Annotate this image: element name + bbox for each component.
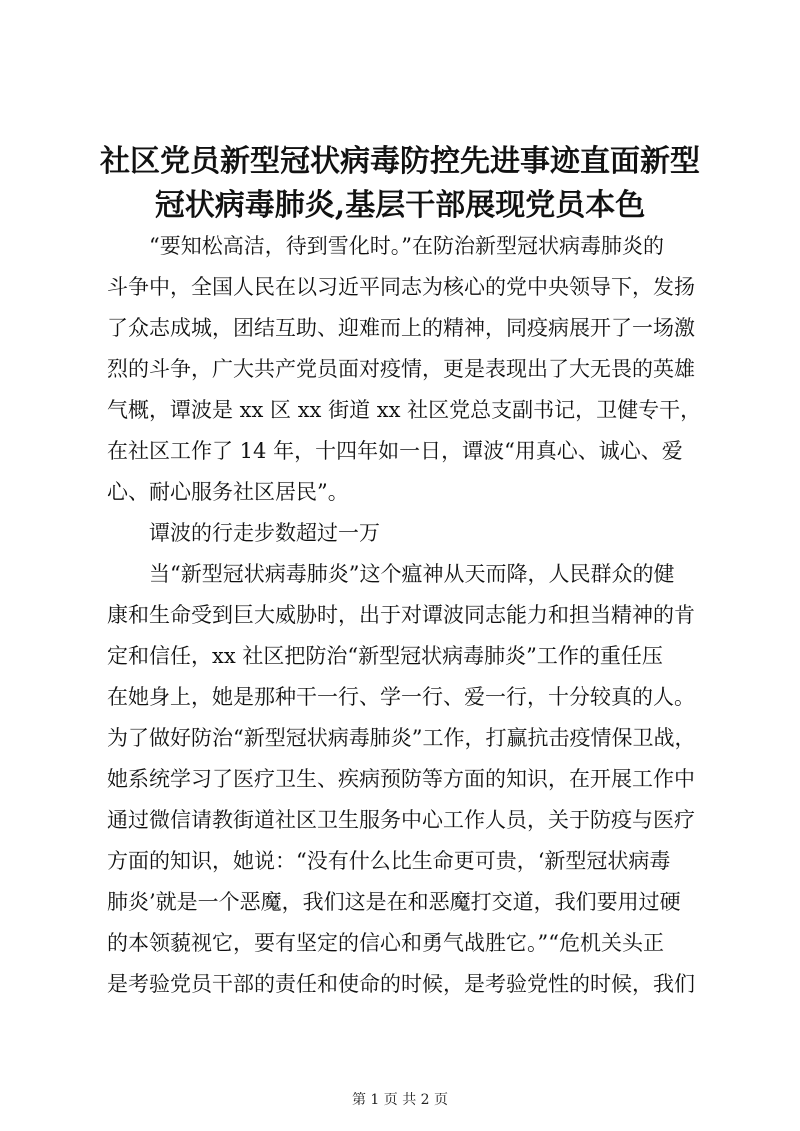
- document-title: [90, 140, 710, 228]
- text-line: 气概，谭波是 xx 区 xx 街道 xx 社区党总支副书记，卫健专干，: [107, 398, 702, 422]
- text-line: 当“新型冠状病毒肺炎”这个瘟神从天而降，人民群众的健: [149, 562, 675, 586]
- text-line: 康和生命受到巨大威胁时，出于对谭波同志能力和担当精神的肯: [107, 603, 695, 627]
- text-line: 心、耐心服务社区居民”。: [107, 480, 349, 504]
- document-body: [107, 226, 707, 1005]
- page-footer: 第 1 页 共 2 页: [351, 1092, 449, 1108]
- text-line: 她系统学习了医疗卫生、疾病预防等方面的知识，在开展工作中: [107, 767, 695, 791]
- text-line: 定和信任，xx 社区把防治“新型冠状病毒肺炎”工作的重任压: [107, 644, 663, 668]
- text-line: 是考验党员干部的责任和使命的时候，是考验党性的时候，我们: [107, 972, 695, 996]
- text-line: 肺炎’就是一个恶魔，我们这是在和恶魔打交道，我们要用过硬: [107, 890, 681, 914]
- text-line: 方面的知识，她说：“没有什么比生命更可贵，‘新型冠状病毒: [107, 849, 671, 873]
- heading-line: 谭波的行走步数超过一万: [149, 521, 380, 545]
- text-line: 为了做好防治“新型冠状病毒肺炎”工作，打赢抗击疫情保卫战，: [107, 726, 696, 750]
- title-line-1: 社区党员新型冠状病毒防控先进事迹直面新型: [100, 144, 700, 179]
- text-line: 通过微信请教街道社区卫生服务中心工作人员，关于防疫与医疗: [107, 808, 695, 832]
- section-heading: [107, 513, 707, 554]
- text-line: 斗争中，全国人民在以习近平同志为核心的党中央领导下，发扬: [107, 275, 695, 299]
- text-line: 的本领藐视它，要有坚定的信心和勇气战胜它。”“危机关头正: [107, 931, 664, 955]
- paragraph-intro: [107, 226, 707, 513]
- text-line: 烈的斗争，广大共产党员面对疫情，更是表现出了大无畏的英雄: [107, 357, 695, 381]
- text-line: 在社区工作了 14 年，十四年如一日，谭波“用真心、诚心、爱: [107, 439, 683, 463]
- text-line: “要知松高洁，待到雪化时。”在防治新型冠状病毒肺炎的: [149, 234, 664, 258]
- text-line: 在她身上，她是那种干一行、学一行、爱一行，十分较真的人。: [107, 685, 695, 709]
- text-line: 了众志成城，团结互助、迎难而上的精神，同疫病展开了一场激: [107, 316, 695, 340]
- title-line-2: 冠状病毒肺炎,基层干部展现党员本色: [154, 188, 646, 223]
- paragraph-story: [107, 554, 707, 1005]
